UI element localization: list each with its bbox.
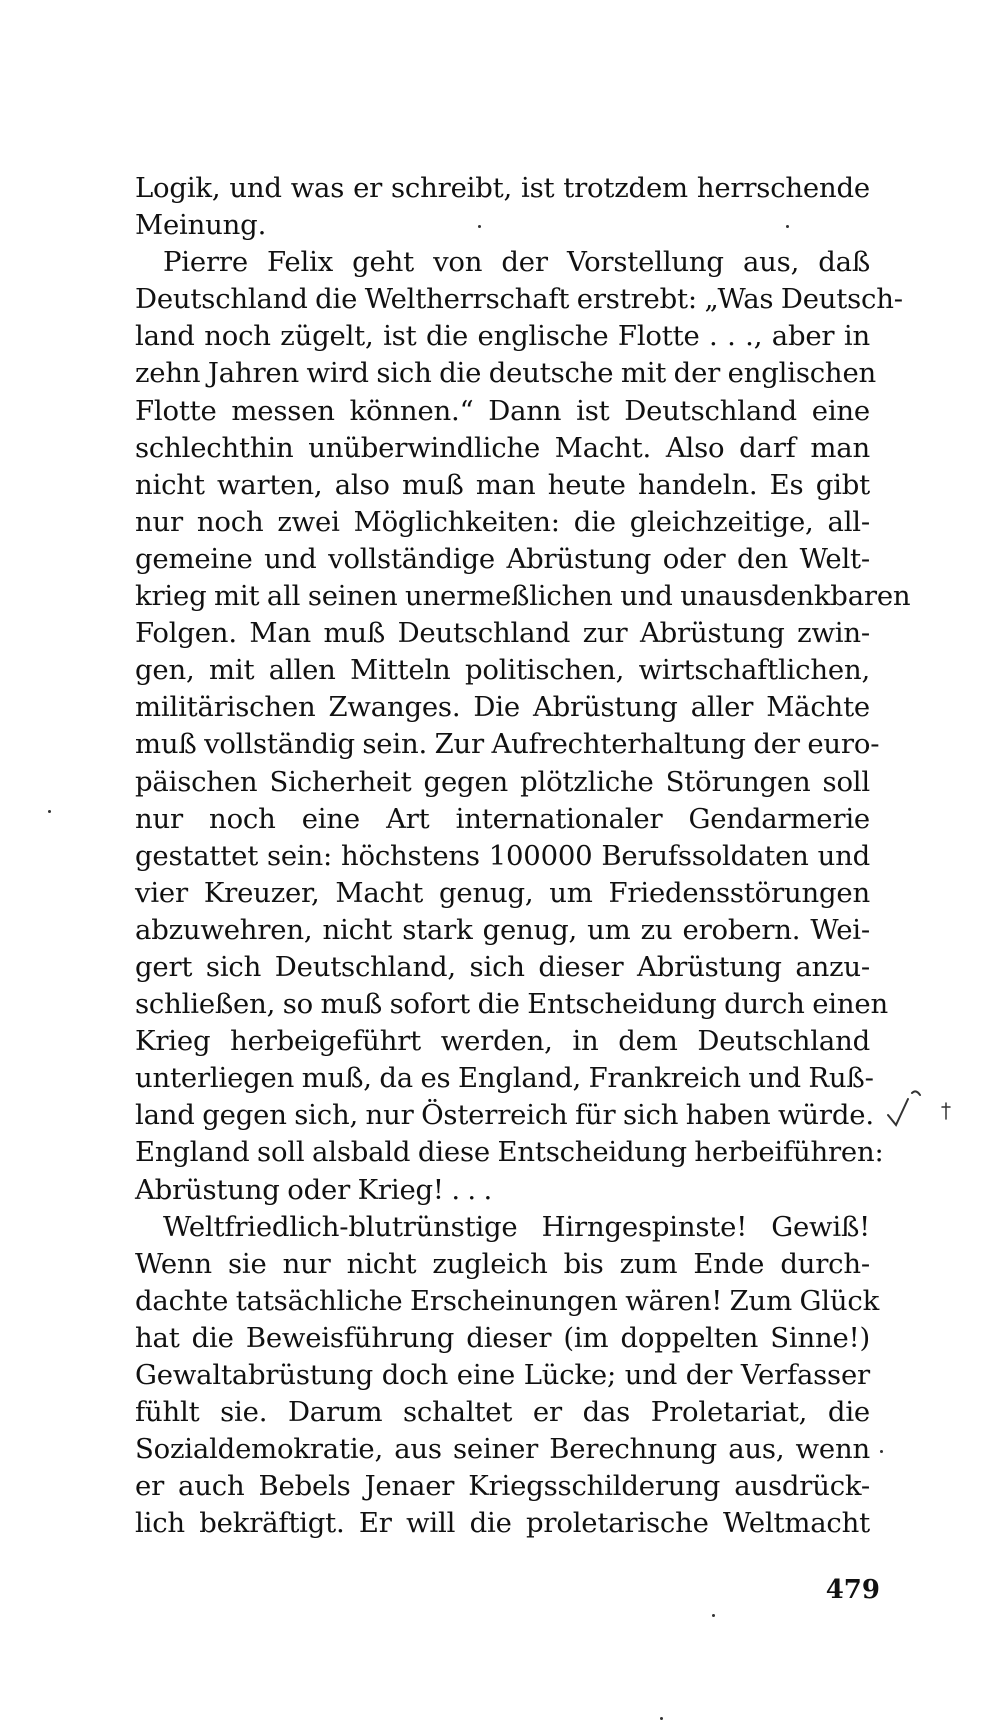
text-line: päischen Sicherheit gegen plötzliche Störungen soll [135,765,870,798]
margin-dot [660,1717,663,1720]
text-line: nur noch eine Art internationaler Gendarmerie [135,802,870,835]
text-line: Meinung. [135,209,267,242]
margin-dot [48,810,51,813]
text-line: Folgen. Man muß Deutschland zur Abrüstung zwin- [135,617,870,650]
text-line: abzuwehren, nicht stark genug, um zu erobern. Wei- [135,913,870,946]
text-line: gert sich Deutschland, sich dieser Abrüstung anzu- [135,950,870,983]
margin-dot [478,225,481,228]
text-line: Pierre Felix geht von der Vorstellung aus, daß [163,246,870,279]
text-line: hat die Beweisführung dieser (im doppelten Sinne!) [135,1321,870,1354]
text-line: fühlt sie. Darum schaltet er das Proletariat, die [135,1396,870,1429]
text-line: lich bekräftigt. Er will die proletarische Weltmacht [135,1507,870,1540]
text-line: schlechthin unüberwindliche Macht. Also darf man [135,431,870,464]
text-line: England soll alsbald diese Entscheidung herbeiführen: [135,1136,884,1169]
text-line: unterliegen muß, da es England, Frankreich und Ruß- [135,1062,874,1095]
text-line: Logik, und was er schreibt, ist trotzdem herrschende [135,172,870,204]
text-line: Abrüstung oder Krieg! . . . [135,1173,493,1206]
body-text [135,170,911,1542]
margin-dot [712,1614,715,1617]
text-line: Gewaltabrüstung doch eine Lücke; und der Verfasser [135,1359,870,1391]
text-line: gemeine und vollständige Abrüstung oder den Welt- [135,542,870,575]
margin-checkmark-annotation [884,1085,954,1135]
text-line: dachte tatsächliche Erscheinungen wären! Zum Glück [135,1284,880,1317]
text-line: vier Kreuzer, Macht genug, um Friedensstörungen [135,876,870,909]
text-line: land noch zügelt, ist die englische Flotte . . ., aber in [135,320,870,353]
text-line: Wenn sie nur nicht zugleich bis zum Ende durch- [135,1247,870,1280]
text-line: nicht warten, also muß man heute handeln. Es gibt [135,468,870,501]
margin-dot [786,225,789,228]
text-line: land gegen sich, nur Österreich für sich haben würde. [135,1099,874,1132]
text-line: er auch Bebels Jenaer Kriegsschilderung ausdrück- [135,1470,870,1503]
page-number: 479 [825,1575,880,1605]
text-line: Sozialdemokratie, aus seiner Berechnung aus, wenn [135,1433,870,1466]
text-line: nur noch zwei Möglichkeiten: die gleichzeitige, all- [135,505,870,538]
text-line: zehn Jahren wird sich die deutsche mit der englischen [135,357,877,390]
text-line: Flotte messen können.“ Dann ist Deutschland eine [135,394,870,427]
text-line: Krieg herbeigeführt werden, in dem Deutschland [135,1025,870,1058]
text-line: schließen, so muß sofort die Entscheidung durch einen [135,988,888,1021]
text-line: Deutschland die Weltherrschaft erstrebt: „Was Deutsch- [135,283,903,316]
text-line: gestattet sein: höchstens 100000 Berufssoldaten und [135,839,870,872]
text-line: gen, mit allen Mitteln politischen, wirtschaftlichen, [135,654,870,687]
text-line: krieg mit all seinen unermeßlichen und unausdenkbaren [135,580,911,613]
text-line: Weltfriedlich-blutrünstige Hirngespinste! Gewiß! [163,1210,870,1243]
margin-dot [880,1450,883,1453]
text-line: militärischen Zwanges. Die Abrüstung aller Mächte [135,691,870,724]
text-line: muß vollständig sein. Zur Aufrechterhaltung der euro- [135,728,880,761]
